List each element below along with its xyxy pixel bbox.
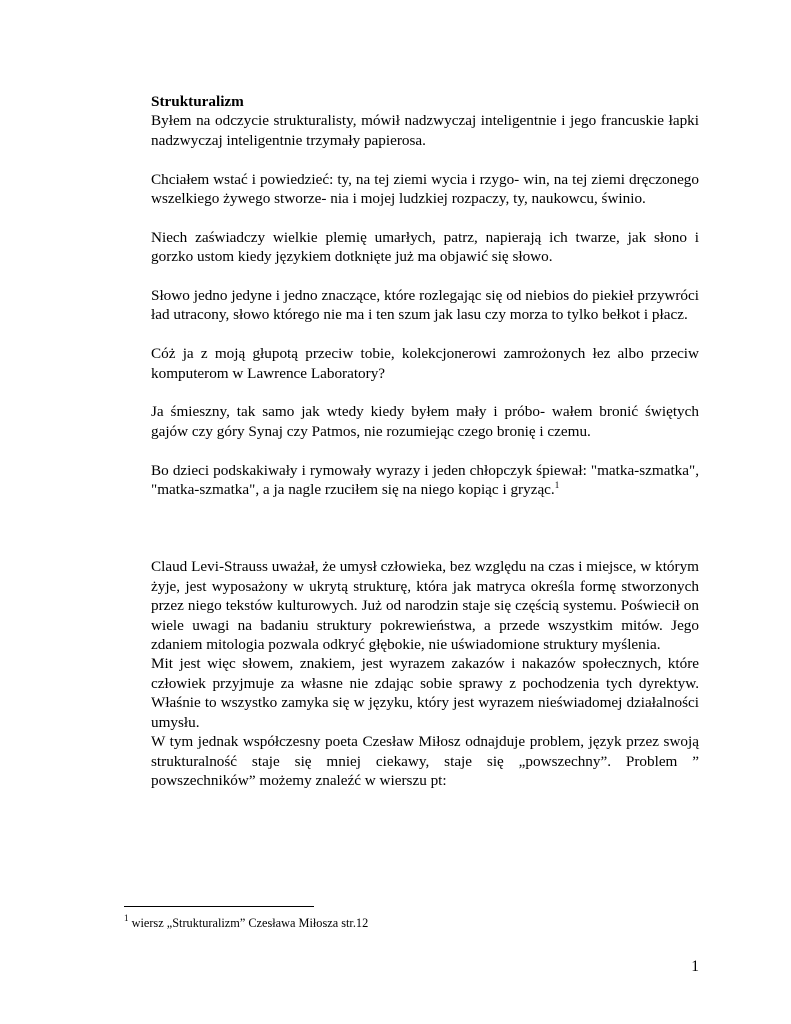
poem-stanza: Słowo jedno jedyne i jedno znaczące, które rozlegając się od niebios do piekieł przywróci ład utracony, słowo którego nie ma i ten szum jak lasu czy morza to tylko bełkot i płacz.	[151, 287, 699, 324]
footnote-text: wiersz „Strukturalizm” Czesława Miłosza str.12	[128, 916, 369, 930]
essay-paragraph: W tym jednak współczesny poeta Czesław Miłosz odnajduje problem, język przez swoją strukturalność staje się mniej ciekawy, staje się „powszechny”. Problem ” powszechników” możemy znaleźć w wierszu pt:	[151, 733, 699, 789]
main-content	[151, 92, 699, 790]
poem-stanza: Ja śmieszny, tak samo jak wtedy kiedy byłem mały i próbo- wałem bronić świętych gajów czy góry Synaj czy Patmos, nie rozumiejąc czego bronię i czemu.	[151, 403, 699, 440]
poem-stanza: Byłem na odczycie strukturalisty, mówił nadzwyczaj inteligentnie i jego francuskie łapki nadzwyczaj inteligentnie trzymały papierosa.	[151, 112, 699, 149]
essay-paragraph: Claud Levi-Strauss uważał, że umysł człowieka, bez względu na czas i miejsce, w którym żyje, jest wyposażony w ukrytą strukturę, która jak matryca określa formę stworzonych przez niego tekstów kulturowych. Już od narodzin staje się częścią systemu. Poświecił on wiele uwagi na badaniu struktury pokrewieństwa, a przede wszystkim mitów. Jego zdaniem mitologia pozwala odkryć głębokie, nie uświadomione struktury myślenia.	[151, 558, 699, 654]
footnote-divider	[124, 906, 314, 907]
poem-title: Strukturalizm	[151, 93, 244, 110]
essay-paragraph: Mit jest więc słowem, znakiem, jest wyrazem zakazów i nakazów społecznych, które człowiek przyjmuje za własne nie zdając sobie sprawy z pochodzenia tych dyrektyw. Właśnie to wszystko zamyka się w języku, który jest wyrazem nieświadomej działalności umysłu.	[151, 655, 699, 731]
poem-stanza: Chciałem wstać i powiedzieć: ty, na tej ziemi wycia i rzygo- win, na tej ziemi dręczonego wszelkiego żywego stworze- nia i mojej ludzkiej rozpaczy, ty, naukowcu, świnio.	[151, 170, 699, 208]
footnote-reference: 1	[554, 480, 560, 491]
poem-stanza-last	[151, 461, 699, 500]
footnote	[124, 913, 369, 931]
page-number: 1	[691, 958, 699, 975]
footnote-number: 1	[124, 913, 129, 923]
poem-stanza-text: Bo dzieci podskakiwały i rymowały wyrazy i jeden chłopczyk śpiewał: "matka-szmatka", "matka-szmatka", a ja nagle rzuciłem się na niego kopiąc i gryząc.	[151, 461, 699, 499]
poem-stanza: Niech zaświadczy wielkie plemię umarłych, patrz, napierają ich twarze, jak słono i gorzko ustom kiedy językiem dotknięte już ma objawić się słowo.	[151, 228, 699, 266]
poem-stanza: Cóż ja z moją głupotą przeciw tobie, kolekcjonerowi zamrożonych łez albo przeciw komputerom w Lawrence Laboratory?	[151, 345, 699, 382]
